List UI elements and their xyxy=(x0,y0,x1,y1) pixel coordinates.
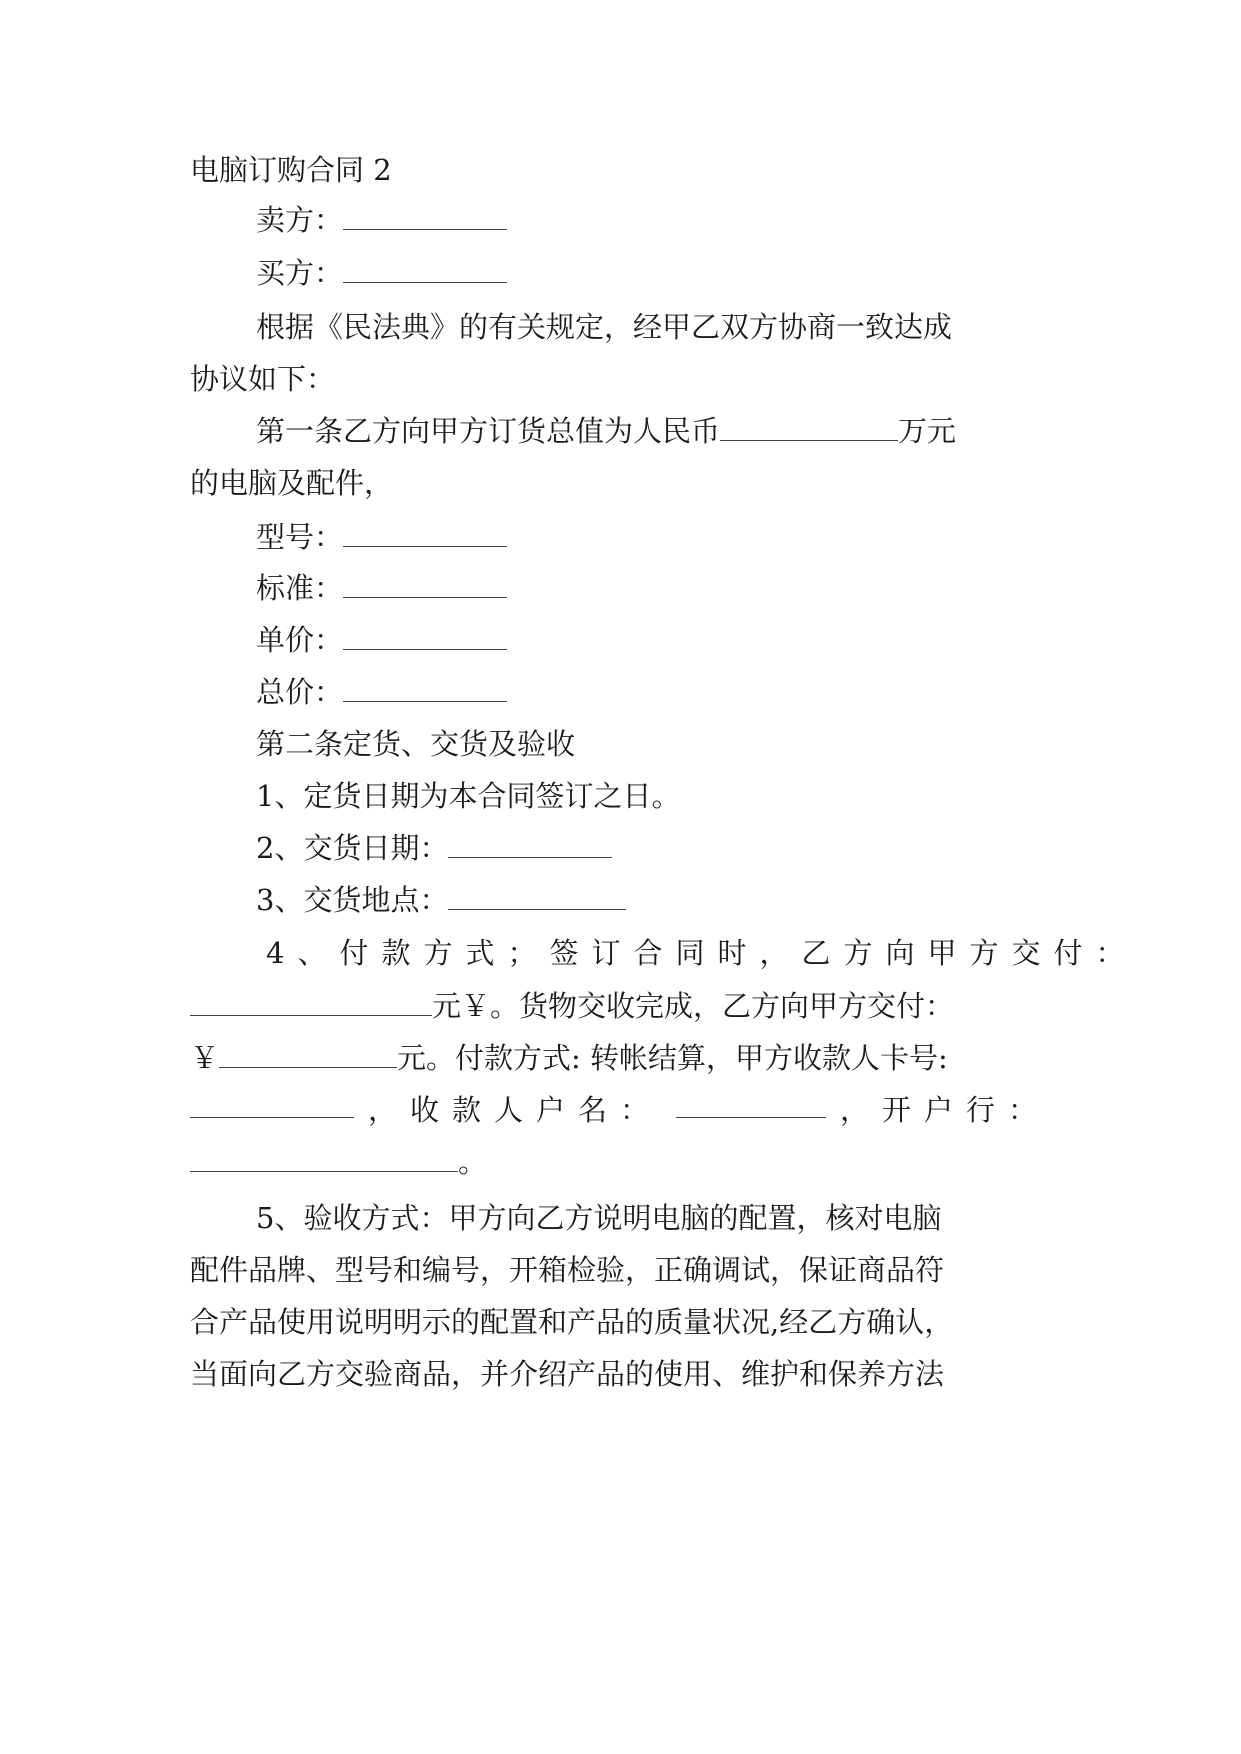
article-1-text: 第一条乙方向甲方订货总值为人民币 xyxy=(256,414,721,448)
article-1-line-1 xyxy=(256,411,1050,451)
deposit-amount-blank[interactable] xyxy=(190,988,432,1016)
item-5-line-3: 合产品使用说明明示的配置和产品的质量状况,经乙方确认， xyxy=(190,1305,954,1339)
item-5-line-4: 当面向乙方交验商品，并介绍产品的使用、维护和保养方法 xyxy=(190,1357,945,1391)
buyer-label: 买方： xyxy=(256,256,344,290)
item-4-line-3 xyxy=(190,1038,1050,1078)
standard-blank[interactable] xyxy=(343,570,507,598)
balance-amount-blank[interactable] xyxy=(219,1040,397,1068)
payment-terms-text-2: 元￥。货物交收完成，乙方向甲方交付： xyxy=(432,989,955,1023)
item-1: 1、定货日期为本合同签订之日。 xyxy=(256,779,681,813)
delivery-date-blank[interactable] xyxy=(448,830,612,858)
seller-blank[interactable] xyxy=(343,202,507,230)
model-label: 型号： xyxy=(256,520,344,554)
delivery-place-blank[interactable] xyxy=(448,882,626,910)
delivery-place-label: 3、交货地点： xyxy=(256,883,449,917)
article-2-title: 第二条定货、交货及验收 xyxy=(256,727,576,761)
unit-price-label: 单价： xyxy=(256,623,344,657)
bank-label: ，开户行： xyxy=(839,1093,1050,1127)
yuan-symbol: ￥ xyxy=(190,1041,220,1075)
bank-blank[interactable] xyxy=(190,1144,458,1172)
intro-line-2: 协议如下： xyxy=(190,362,336,396)
item-3-line xyxy=(256,880,1050,920)
payment-terms-text: 4、付款方式；签订合同时，乙方向甲方交付： xyxy=(266,936,1138,970)
standard-line xyxy=(256,568,1050,608)
model-line xyxy=(256,517,1050,557)
card-number-blank[interactable] xyxy=(190,1090,354,1118)
total-price-blank[interactable] xyxy=(343,674,507,702)
item-4-line-1 xyxy=(266,933,1138,973)
unit-price-line xyxy=(256,620,1050,660)
item-5-line-1: 5、验收方式：甲方向乙方说明电脑的配置，核对电脑 xyxy=(256,1201,942,1235)
item-5-line-2: 配件品牌、型号和编号，开箱检验，正确调试，保证商品符 xyxy=(190,1253,945,1287)
period: 。 xyxy=(458,1145,488,1179)
model-blank[interactable] xyxy=(343,519,507,547)
item-4-line-2 xyxy=(190,986,1050,1026)
item-4-line-5 xyxy=(190,1142,1050,1182)
account-name-label: ，收款人户名： xyxy=(367,1093,662,1127)
article-1-unit: 万元 xyxy=(898,414,957,448)
standard-label: 标准： xyxy=(256,571,344,605)
item-2-line xyxy=(256,828,1050,868)
buyer-line xyxy=(256,253,1050,293)
total-price-label: 总价： xyxy=(256,675,344,709)
item-4-line-4 xyxy=(190,1090,1050,1130)
document-title: 电脑订购合同 2 xyxy=(190,153,392,187)
seller-line xyxy=(256,200,1050,240)
intro-line-1: 根据《民法典》的有关规定，经甲乙双方协商一致达成 xyxy=(256,310,953,344)
total-value-blank[interactable] xyxy=(720,413,898,441)
payment-terms-text-3: 元。付款方式: 转帐结算，甲方收款人卡号: xyxy=(397,1041,948,1075)
total-price-line xyxy=(256,672,1050,712)
account-name-blank[interactable] xyxy=(676,1090,826,1118)
seller-label: 卖方： xyxy=(256,203,344,237)
account-info-row xyxy=(190,1090,1050,1130)
delivery-date-label: 2、交货日期： xyxy=(256,831,449,865)
article-1-line-2: 的电脑及配件， xyxy=(190,466,394,500)
buyer-blank[interactable] xyxy=(343,255,507,283)
unit-price-blank[interactable] xyxy=(343,622,507,650)
